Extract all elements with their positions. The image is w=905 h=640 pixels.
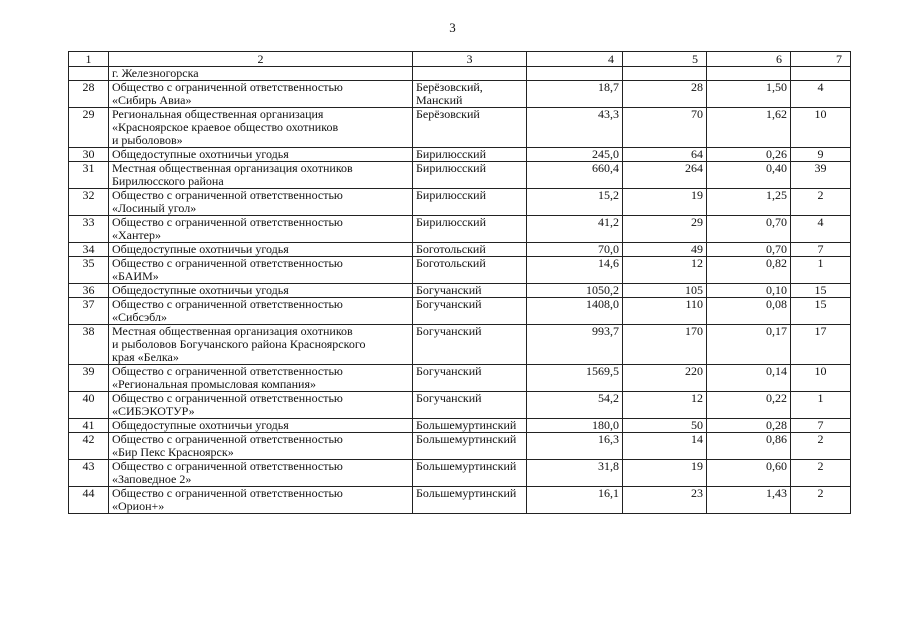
district-name-line: Большемуртинский [416, 459, 517, 473]
organization-name-line: Общество с ограниченной ответственностью [112, 188, 343, 202]
area-value: 1569,5 [527, 365, 623, 392]
col6-value: 0,10 [707, 284, 791, 298]
organization-name-line: Общество с ограниченной ответственностью [112, 432, 343, 446]
organization-name [109, 419, 413, 433]
district-name [413, 148, 527, 162]
district-name [413, 392, 527, 419]
header-col-3: 3 [413, 52, 527, 67]
row-number: 28 [69, 81, 109, 108]
table-row [69, 419, 851, 433]
col5-value: 49 [623, 243, 707, 257]
col6-value: 1,25 [707, 189, 791, 216]
organization-name [109, 487, 413, 514]
organization-name-line: «Региональная промысловая компания» [112, 377, 316, 391]
row-number: 31 [69, 162, 109, 189]
row-number: 33 [69, 216, 109, 243]
row-number: 29 [69, 108, 109, 148]
col6-value: 0,82 [707, 257, 791, 284]
organization-name-line: «Сибирь Авиа» [112, 93, 192, 107]
col6-value: 0,60 [707, 460, 791, 487]
organization-name-line: Общество с ограниченной ответственностью [112, 459, 343, 473]
row-number: 42 [69, 433, 109, 460]
col7-value: 7 [791, 243, 851, 257]
district-name-line: Бирилюсский [416, 147, 487, 161]
col7-value: 15 [791, 298, 851, 325]
organization-name-line: «Бир Пекс Красноярск» [112, 445, 234, 459]
organization-name-line: «СИБЭКОТУР» [112, 404, 195, 418]
col5-value: 19 [623, 460, 707, 487]
col6-value: 1,43 [707, 487, 791, 514]
row-number: 37 [69, 298, 109, 325]
col7-value: 1 [791, 392, 851, 419]
col6-value: 0,70 [707, 216, 791, 243]
organization-name-line: «БАИМ» [112, 269, 159, 283]
row-number: 32 [69, 189, 109, 216]
area-value: 245,0 [527, 148, 623, 162]
district-name [413, 189, 527, 216]
organization-name [109, 216, 413, 243]
col5-value: 28 [623, 81, 707, 108]
row-number: 34 [69, 243, 109, 257]
organization-name-line: Общество с ограниченной ответственностью [112, 256, 343, 270]
organization-name-line: Местная общественная организация охотников [112, 324, 353, 338]
header-col-2: 2 [109, 52, 413, 67]
col5-value: 14 [623, 433, 707, 460]
organization-name-line: Общество с ограниченной ответственностью [112, 486, 343, 500]
table-row [69, 392, 851, 419]
organization-name-line: Общество с ограниченной ответственностью [112, 297, 343, 311]
organization-name [109, 365, 413, 392]
row-number: 41 [69, 419, 109, 433]
header-col-6: 6 [707, 52, 791, 67]
district-name [413, 325, 527, 365]
row-number: 39 [69, 365, 109, 392]
area-value: 1050,2 [527, 284, 623, 298]
table-row [69, 216, 851, 243]
col7-value: 17 [791, 325, 851, 365]
col5-value: 70 [623, 108, 707, 148]
table-row [69, 365, 851, 392]
organization-name-line: Местная общественная организация охотников [112, 161, 353, 175]
district-name [413, 216, 527, 243]
page-number: 3 [449, 20, 456, 35]
area-value: 43,3 [527, 108, 623, 148]
header-col-7: 7 [791, 52, 851, 67]
organization-name [109, 325, 413, 365]
row-number: 40 [69, 392, 109, 419]
district-name-line: Богучанский [416, 324, 482, 338]
table-row [69, 148, 851, 162]
area-value: 15,2 [527, 189, 623, 216]
table-row [69, 108, 851, 148]
organization-name [109, 81, 413, 108]
col6-value: 0,28 [707, 419, 791, 433]
area-value: 16,1 [527, 487, 623, 514]
district-name-line: Большемуртинский [416, 418, 517, 432]
col7-value: 4 [791, 81, 851, 108]
area-value: 180,0 [527, 419, 623, 433]
district-name [413, 419, 527, 433]
district-name [413, 460, 527, 487]
area-value: 41,2 [527, 216, 623, 243]
col6-value: 0,86 [707, 433, 791, 460]
table-row [69, 243, 851, 257]
area-value: 993,7 [527, 325, 623, 365]
area-value: 660,4 [527, 162, 623, 189]
district-name-line: Богучанский [416, 391, 482, 405]
col7-value: 2 [791, 189, 851, 216]
organization-name [109, 460, 413, 487]
organization-name [109, 243, 413, 257]
organization-name-line: Общество с ограниченной ответственностью [112, 391, 343, 405]
col7-value: 2 [791, 460, 851, 487]
col6-value: 0,70 [707, 243, 791, 257]
area-value: 14,6 [527, 257, 623, 284]
city-label: г. Железногорска [109, 67, 413, 81]
area-value: 70,0 [527, 243, 623, 257]
district-name [413, 243, 527, 257]
organization-name [109, 433, 413, 460]
organization-name [109, 162, 413, 189]
col7-value: 4 [791, 216, 851, 243]
district-name [413, 433, 527, 460]
col5-value: 64 [623, 148, 707, 162]
table-row [69, 81, 851, 108]
table-row [69, 325, 851, 365]
col5-value: 19 [623, 189, 707, 216]
row-number: 43 [69, 460, 109, 487]
city-row [69, 67, 851, 81]
col6-value: 0,26 [707, 148, 791, 162]
col5-value: 29 [623, 216, 707, 243]
organization-name [109, 148, 413, 162]
organization-name-line: Общество с ограниченной ответственностью [112, 215, 343, 229]
table-row [69, 284, 851, 298]
table-row [69, 162, 851, 189]
col5-value: 105 [623, 284, 707, 298]
district-name-line: Богучанский [416, 297, 482, 311]
organization-name-line: и рыболовов» [112, 133, 183, 147]
col5-value: 50 [623, 419, 707, 433]
organization-name-line: Общество с ограниченной ответственностью [112, 364, 343, 378]
district-name-line: Большемуртинский [416, 486, 517, 500]
organization-name-line: Общедоступные охотничьи угодья [112, 242, 289, 256]
organization-name-line: Общество с ограниченной ответственностью [112, 80, 343, 94]
col7-value: 2 [791, 433, 851, 460]
col6-value: 0,14 [707, 365, 791, 392]
row-number: 35 [69, 257, 109, 284]
table-row [69, 257, 851, 284]
district-name-line: Берёзовский [416, 107, 480, 121]
organization-name-line: «Орион+» [112, 499, 165, 513]
organization-name [109, 298, 413, 325]
organization-name-line: «Сибсэбл» [112, 310, 167, 324]
area-value: 18,7 [527, 81, 623, 108]
organization-name [109, 189, 413, 216]
col7-value: 10 [791, 365, 851, 392]
row-number: 44 [69, 487, 109, 514]
organization-name-line: «Лосиный угол» [112, 201, 197, 215]
col6-value: 1,50 [707, 81, 791, 108]
district-name [413, 162, 527, 189]
row-number: 36 [69, 284, 109, 298]
organization-name-line: «Хантер» [112, 228, 161, 242]
col7-value: 15 [791, 284, 851, 298]
district-name-line: Большемуртинский [416, 432, 517, 446]
district-name-line: Берёзовский, [416, 80, 483, 94]
organization-name [109, 284, 413, 298]
col7-value: 7 [791, 419, 851, 433]
table-row [69, 487, 851, 514]
col5-value: 110 [623, 298, 707, 325]
district-name-line: Манский [416, 93, 463, 107]
district-name [413, 365, 527, 392]
organization-name-line: Региональная общественная организация [112, 107, 324, 121]
area-value: 16,3 [527, 433, 623, 460]
col6-value: 0,40 [707, 162, 791, 189]
district-name-line: Богучанский [416, 283, 482, 297]
organization-name-line: «Заповедное 2» [112, 472, 192, 486]
district-name [413, 81, 527, 108]
organization-name-line: «Красноярское краевое общество охотников [112, 120, 339, 134]
district-name [413, 284, 527, 298]
col6-value: 1,62 [707, 108, 791, 148]
district-name [413, 487, 527, 514]
district-name [413, 298, 527, 325]
organization-name [109, 108, 413, 148]
organization-name-line: Общедоступные охотничьи угодья [112, 418, 289, 432]
district-name-line: Бирилюсский [416, 188, 487, 202]
col7-value: 1 [791, 257, 851, 284]
header-row [69, 52, 851, 67]
district-name [413, 108, 527, 148]
organization-name-line: Общедоступные охотничьи угодья [112, 147, 289, 161]
organization-name [109, 257, 413, 284]
col7-value: 2 [791, 487, 851, 514]
col7-value: 9 [791, 148, 851, 162]
col6-value: 0,17 [707, 325, 791, 365]
col6-value: 0,08 [707, 298, 791, 325]
header-col-1: 1 [69, 52, 109, 67]
district-name-line: Бирилюсский [416, 161, 487, 175]
organization-name-line: Бирилюсского района [112, 174, 224, 188]
header-col-4: 4 [527, 52, 623, 67]
col6-value: 0,22 [707, 392, 791, 419]
organization-name-line: и рыболовов Богучанского района Красноярского [112, 337, 366, 351]
area-value: 1408,0 [527, 298, 623, 325]
table-row [69, 460, 851, 487]
area-value: 54,2 [527, 392, 623, 419]
col5-value: 12 [623, 257, 707, 284]
col5-value: 23 [623, 487, 707, 514]
city-row-num [69, 67, 109, 81]
hunting-grounds-table [68, 51, 851, 514]
district-name-line: Богучанский [416, 364, 482, 378]
organization-name [109, 392, 413, 419]
table-row [69, 189, 851, 216]
col5-value: 12 [623, 392, 707, 419]
header-col-5: 5 [623, 52, 707, 67]
table-row [69, 433, 851, 460]
row-number: 38 [69, 325, 109, 365]
col5-value: 220 [623, 365, 707, 392]
district-name-line: Бирилюсский [416, 215, 487, 229]
organization-name-line: края «Белка» [112, 350, 179, 364]
district-name [413, 257, 527, 284]
row-number: 30 [69, 148, 109, 162]
area-value: 31,8 [527, 460, 623, 487]
col5-value: 264 [623, 162, 707, 189]
organization-name-line: Общедоступные охотничьи угодья [112, 283, 289, 297]
district-name-line: Боготольский [416, 256, 486, 270]
col5-value: 170 [623, 325, 707, 365]
district-name-line: Боготольский [416, 242, 486, 256]
col7-value: 10 [791, 108, 851, 148]
col7-value: 39 [791, 162, 851, 189]
table-row [69, 298, 851, 325]
